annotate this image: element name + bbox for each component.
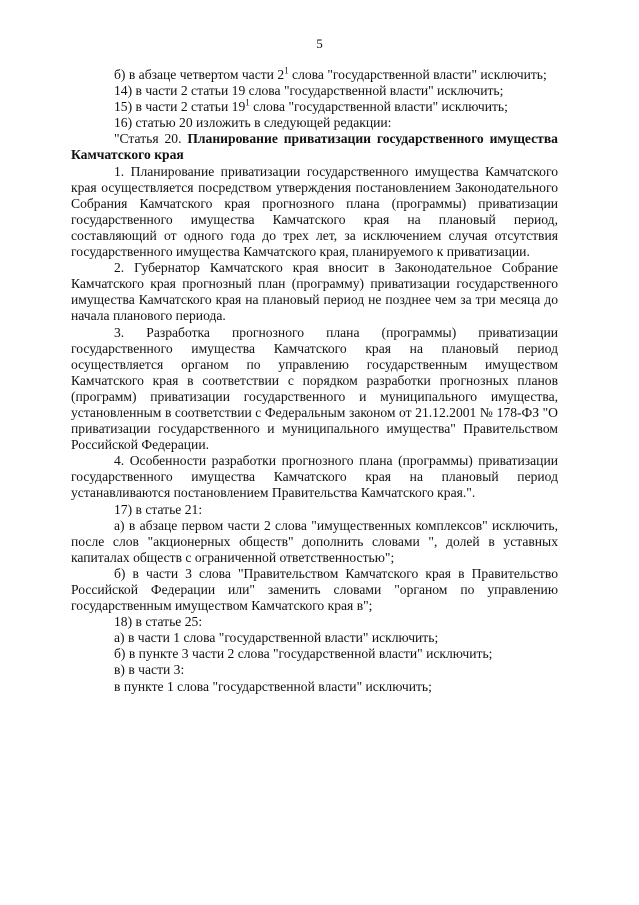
paragraph-18: 18) в статье 25: bbox=[114, 614, 203, 630]
paragraph-18-a: а) в части 1 слова "государственной власти" исключить; bbox=[114, 630, 439, 646]
paragraph-18-b: б) в пункте 3 части 2 слова "государственной власти" исключить; bbox=[114, 646, 493, 662]
paragraph-14: 14) в части 2 статьи 19 слова "государственной власти" исключить; bbox=[114, 83, 504, 99]
paragraph-17-a: а) в абзаце первом части 2 слова "имущественных комплексов" исключить, после слов "акционерных обществ" дополнить словами ", долей в уставных капиталах обществ с ограниченной ответственностью"; bbox=[71, 517, 558, 565]
document-body bbox=[71, 67, 558, 695]
paragraph-18-v: в) в части 3: bbox=[114, 662, 185, 678]
article-20-part-3: 3. Разработка прогнозного плана (программы) приватизации государственного имущества Камчатского края на плановый период осуществляется органом по управлению государственным имуществом Камчатского края в соответствии с порядком разработки прогнозных планов (программ) приватизации государственного и муниципального имущества, установленным в соответствии с Федеральным законом от 21.12.2001 № 178-ФЗ "О приватизации государственного и муниципального имущества" Правительством Российской Федерации. bbox=[71, 324, 558, 453]
paragraph-15: 15) в части 2 статьи $19^1$ слова "государственной власти" исключить; bbox=[114, 97, 508, 115]
article-20-part-1: 1. Планирование приватизации государственного имущества Камчатского края осуществляется посредством утверждения постановлением Законодательного Собрания Камчатского края прогнозного плана (программы) приватизации государственного имущества Камчатского края на плановый период, составляющий от одного года до трех лет, за исключением случая отсутствия государственного имущества Камчатского края, планируемого к приватизации. bbox=[71, 163, 558, 260]
page-number: 5 bbox=[316, 36, 323, 51]
article-20-heading: "Статья 20. Планирование приватизации государственного имущества Камчатского края bbox=[71, 131, 558, 163]
paragraph-b-abzac: б) в абзаце четвертом части $2^1$ слова "государственной власти" исключить; bbox=[114, 65, 547, 82]
paragraph-17: 17) в статье 21: bbox=[114, 501, 203, 517]
article-20-part-2: 2. Губернатор Камчатского края вносит в Законодательное Собрание Камчатского края прогнозный план (программу) приватизации государственного имущества Камчатского края на плановый период не позднее чем за три месяца до начала планового периода. bbox=[71, 260, 558, 324]
article-20-part-4: 4. Особенности разработки прогнозного плана (программы) приватизации государственного имущества Камчатского края на плановый период устанавливаются постановлением Правительства Камчатского края.". bbox=[71, 453, 558, 501]
paragraph-17-b: б) в части 3 слова "Правительством Камчатского края в Правительство Российской Федерации или" заменить словами "органом по управлению государственным имуществом Камчатского края в"; bbox=[71, 565, 558, 614]
paragraph-16: 16) статью 20 изложить в следующей редакции: bbox=[114, 115, 392, 131]
paragraph-18-v-1: в пункте 1 слова "государственной власти" исключить; bbox=[114, 678, 432, 694]
